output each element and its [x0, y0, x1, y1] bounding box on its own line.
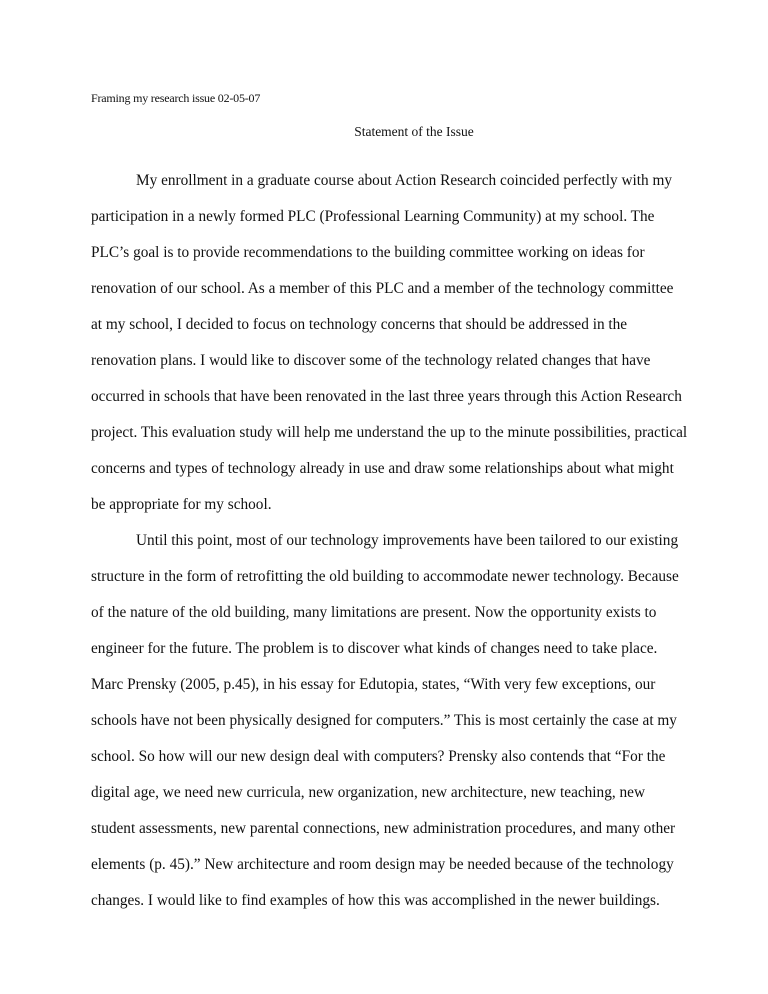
paragraph-1-line-2: participation in a newly formed PLC (Professional Learning Community) at my school. The — [91, 208, 655, 225]
paragraph-2-line-2: structure in the form of retrofitting the old building to accommodate newer technology. Because — [91, 568, 679, 585]
paragraph-2-line-4: engineer for the future. The problem is to discover what kinds of changes need to take place. — [91, 640, 658, 657]
paragraph-1-line-6: renovation plans. I would like to discover some of the technology related changes that have — [91, 352, 651, 369]
paragraph-1-line-4: renovation of our school. As a member of this PLC and a member of the technology committee — [91, 280, 674, 297]
paragraph-2-line-5: Marc Prensky (2005, p.45), in his essay for Edutopia, states, “With very few exceptions, our — [91, 676, 656, 693]
paragraph-2-line-1: Until this point, most of our technology improvements have been tailored to our existing — [136, 532, 679, 549]
paragraph-2-line-8: digital age, we need new curricula, new organization, new architecture, new teaching, new — [91, 784, 645, 801]
paragraph-2-line-3: of the nature of the old building, many limitations are present. Now the opportunity exists to — [91, 604, 657, 621]
paragraph-2-line-6: schools have not been physically designed for computers.” This is most certainly the case at my — [91, 712, 677, 729]
paragraph-1-line-1: My enrollment in a graduate course about Action Research coincided perfectly with my — [136, 172, 673, 189]
paragraph-1-line-5: at my school, I decided to focus on technology concerns that should be addressed in the — [91, 316, 628, 333]
paragraph-2-line-11: changes. I would like to find examples of how this was accomplished in the newer buildings. — [91, 892, 660, 909]
paragraph-1-line-8: project. This evaluation study will help me understand the up to the minute possibilities, practical — [91, 424, 688, 441]
document-header: Framing my research issue 02-05-07 — [91, 91, 261, 105]
paragraph-2-line-9: student assessments, new parental connections, new administration procedures, and many other — [91, 820, 676, 837]
paragraph-2-line-7: school. So how will our new design deal with computers? Prensky also contends that “For the — [91, 748, 666, 765]
paragraph-1-line-3: PLC’s goal is to provide recommendations to the building committee working on ideas for — [91, 244, 645, 261]
document-title: Statement of the Issue — [354, 124, 474, 139]
paragraph-1-line-7: occurred in schools that have been renovated in the last three years through this Action Research — [91, 388, 682, 405]
paragraph-1-line-9: concerns and types of technology already in use and draw some relationships about what might — [91, 460, 674, 477]
paragraph-1-line-10: be appropriate for my school. — [91, 496, 272, 513]
paragraph-2-line-10: elements (p. 45).” New architecture and room design may be needed because of the technology — [91, 856, 674, 873]
